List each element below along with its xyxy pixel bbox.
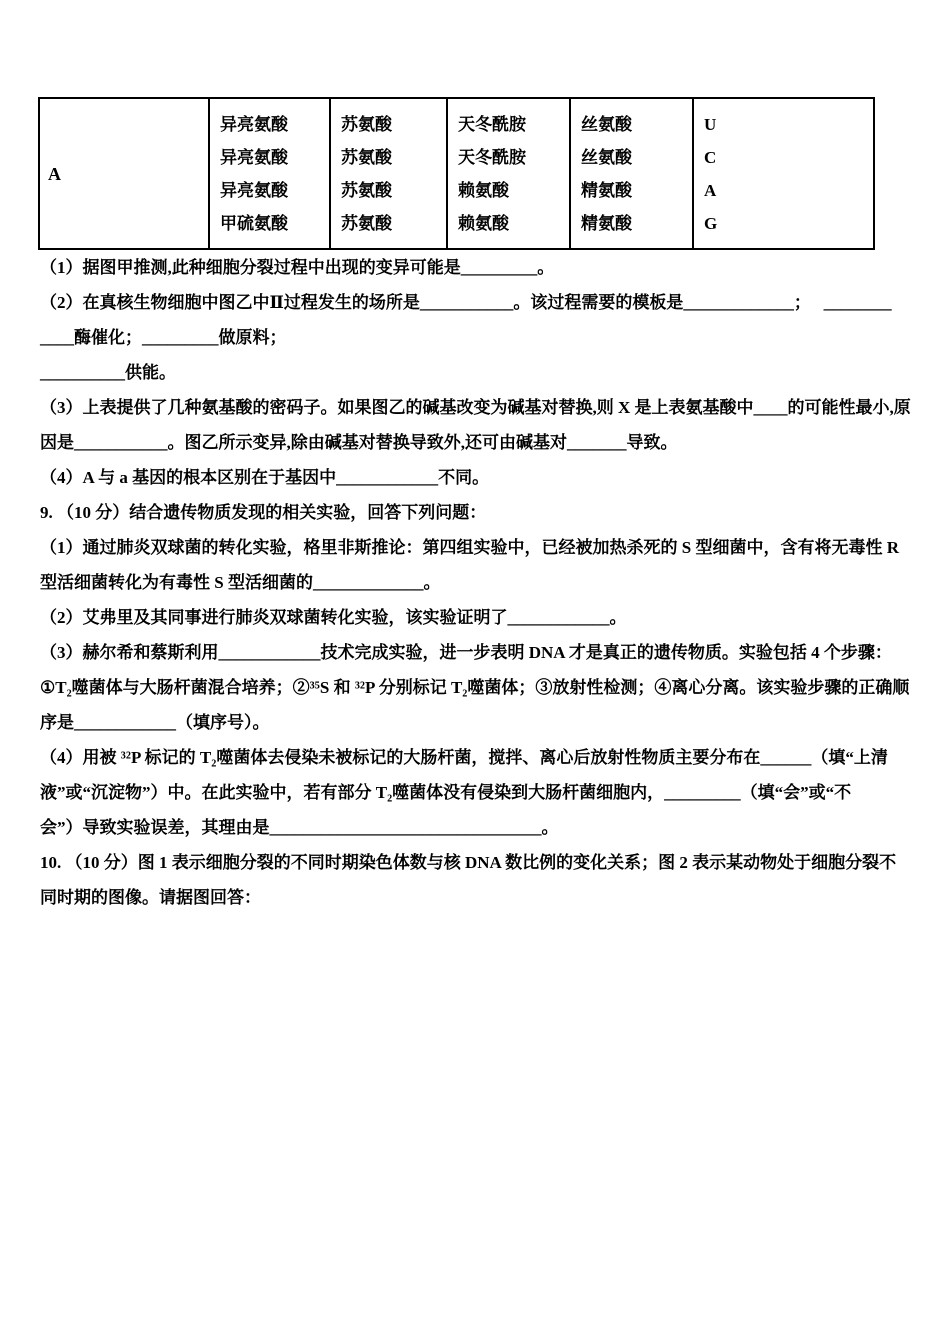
q9-part4-line3: 会”）导致实验误差，其理由是________________________________。: [40, 818, 559, 837]
q10-header-line2: 同时期的图像。请据图回答：: [40, 888, 261, 907]
q8-part2-line1: （2）在真核生物细胞中图乙中Ⅱ过程发生的场所是___________。该过程需要的模板是_____________； ________: [40, 293, 892, 312]
amino-acid-name: 天冬酰胺: [458, 114, 526, 134]
amino-acid-name: 苏氨酸: [341, 180, 392, 200]
amino-acid-name: 天冬酰胺: [458, 147, 526, 167]
question-text-block: [40, 250, 922, 915]
q9-part4-line2: 液”或“沉淀物”）中。在此实验中，若有部分 T₂噬菌体没有侵染到大肠杆菌细胞内，_________（填“会”或“不: [40, 783, 852, 802]
amino-acid-name: 赖氨酸: [458, 213, 509, 233]
base-letter: A: [704, 180, 717, 200]
q9-header-line: 9. （10 分）结合遗传物质发现的相关实验，回答下列问题：: [40, 503, 487, 522]
codon-table: [38, 97, 875, 250]
q9-part4-line1: （4）用被 ³²P 标记的 T₂噬菌体去侵染未被标记的大肠杆菌，搅拌、离心后放射性物质主要分布在______（填“上清: [40, 748, 888, 767]
table-cell-amino-col2: [330, 98, 447, 249]
q10-header-line1: 10. （10 分）图 1 表示细胞分裂的不同时期染色体数与核 DNA 数比例的变化关系；图 2 表示某动物处于细胞分裂不: [40, 853, 897, 872]
q8-part3-line1: （3）上表提供了几种氨基酸的密码子。如果图乙的碱基改变为碱基对替换,则 X 是上表氨基酸中____的可能性最小,原: [40, 398, 911, 417]
table-cell-third-base: [693, 98, 874, 249]
amino-acid-name: 苏氨酸: [341, 147, 392, 167]
q9-part1-line2: 型活细菌转化为有毒性 S 型活细菌的_____________。: [40, 573, 441, 592]
amino-acid-name: 异亮氨酸: [220, 114, 288, 134]
q8-part2-line3: __________供能。: [40, 363, 176, 382]
amino-acid-name: 丝氨酸: [581, 114, 632, 134]
q8-part4-line: （4）A 与 a 基因的根本区别在于基因中____________不同。: [40, 468, 490, 487]
amino-acid-name: 异亮氨酸: [220, 147, 288, 167]
table-cell-amino-col1: [209, 98, 330, 249]
q9-part2-line: （2）艾弗里及其同事进行肺炎双球菌转化实验，该实验证明了____________。: [40, 608, 627, 627]
amino-acid-name: 丝氨酸: [581, 147, 632, 167]
amino-acid-name: 精氨酸: [581, 213, 632, 233]
q8-part3-line2: 因是___________。图乙所示变异,除由碱基对替换导致外,还可由碱基对_______导致。: [40, 433, 678, 452]
q9-part3-line3: 序是____________（填序号）。: [40, 713, 270, 732]
amino-acid-name: 赖氨酸: [458, 180, 509, 200]
table-cell-amino-col3: [447, 98, 570, 249]
q8-part2-line2: ____酶催化；_________做原料；: [40, 328, 287, 347]
amino-acid-name: 苏氨酸: [341, 114, 392, 134]
amino-acid-name: 甲硫氨酸: [220, 213, 288, 233]
row-label-A: A: [48, 163, 61, 184]
amino-acid-name: 苏氨酸: [341, 213, 392, 233]
q9-part3-line2: ①T₂噬菌体与大肠杆菌混合培养；②³⁵S 和 ³²P 分别标记 T₂噬菌体；③放射性检测；④离心分离。该实验步骤的正确顺: [40, 678, 910, 697]
q9-part3-line1: （3）赫尔希和蔡斯利用____________技术完成实验，进一步表明 DNA 才是真正的遗传物质。实验包括 4 个步骤：: [40, 643, 892, 662]
base-letter: U: [704, 114, 717, 134]
base-letter: C: [704, 147, 717, 167]
codon-table-row: [39, 98, 874, 249]
table-cell-amino-col4: [570, 98, 693, 249]
base-letter: G: [704, 213, 718, 233]
amino-acid-name: 精氨酸: [581, 180, 632, 200]
amino-acid-name: 异亮氨酸: [220, 180, 288, 200]
q9-part1-line1: （1）通过肺炎双球菌的转化实验，格里非斯推论：第四组实验中，已经被加热杀死的 S 型细菌中，含有将无毒性 R: [40, 538, 899, 557]
table-cell-row-label: [39, 98, 209, 249]
q8-part1-line: （1）据图甲推测,此种细胞分裂过程中出现的变异可能是_________。: [40, 258, 555, 277]
